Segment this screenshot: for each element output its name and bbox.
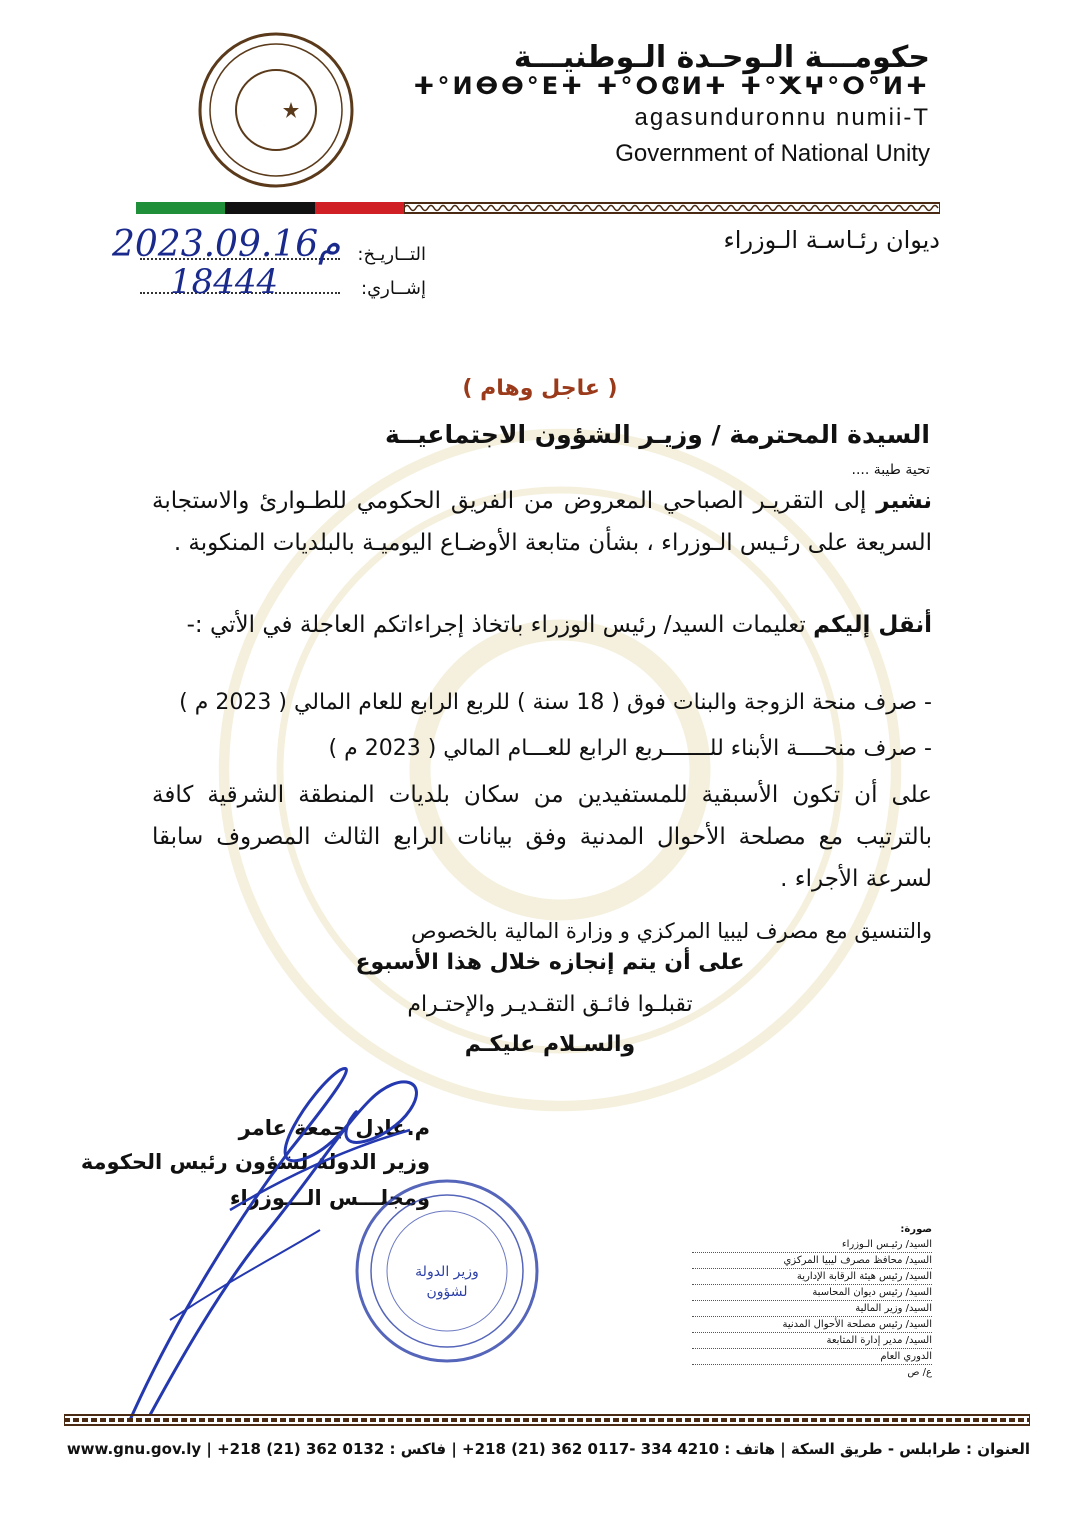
flag-red-segment (315, 202, 404, 214)
cc-item: السيد/ وزير المالية (692, 1301, 932, 1317)
cc-item: الدوري العام (692, 1349, 932, 1365)
paragraph-report-text: إلى التقريـر الصباحي المعروض من الفريق الحكومي للطـوارئ والاستجابة السريعة على رئـيس الـوزراء ، بشأن متابعة الأوضـاع اليوميـة بالبلديات المنكوبة . (152, 488, 932, 556)
cc-list-tail: ع/ ص (907, 1367, 932, 1378)
svg-text:وزير الدولة: وزير الدولة (415, 1264, 479, 1280)
footer-contact: العنوان : طرابلس - طريق السكة | هاتف : 4210 334 -0117 362 (21) 218+ | فاكس : 0132 362 (21) 218+ | www.gnu.gov.ly (66, 1440, 1030, 1458)
cc-item: السيد/ محافظ مصرف ليبيا المركزي (692, 1253, 932, 1269)
org-name-arabic: حكومـــة الـوحـدة الـوطنيـــة (513, 40, 930, 75)
svg-text:لشؤون: لشؤون (426, 1284, 468, 1300)
handwritten-reference: 18444 (170, 262, 279, 302)
closing-salutation: والسـلام عليكـم (464, 1032, 636, 1057)
cc-item: السيد/ رئيس هيئة الرقابة الإدارية (692, 1269, 932, 1285)
handwritten-date: 2023.09.16م (112, 224, 341, 265)
paragraph-instructions (152, 604, 932, 646)
closing-deadline: على أن يتم إنجازه خلال هذا الأسبوع (355, 950, 745, 975)
cc-list-heading: صورة: (900, 1224, 932, 1235)
paragraph-instructions-lead: أنقل إليكم (813, 612, 932, 638)
office-title: ديوان رئـاسـة الـوزراء (723, 226, 940, 254)
flag-black-segment (225, 202, 314, 214)
closing-regards: تقبلـوا فائـق التقـديـر والإحتـرام (407, 992, 693, 1017)
org-name-english: Government of National Unity (615, 140, 930, 167)
cc-list (692, 1222, 932, 1380)
cc-item: السيد/ رئيس مصلحة الأحوال المدنية (692, 1317, 932, 1333)
handwritten-signature (110, 1030, 490, 1430)
paragraph-report (152, 480, 932, 564)
flag-green-segment (136, 202, 225, 214)
reference-label: إشــاري: (361, 278, 426, 299)
urgent-note: ( عاجل وهام ) (462, 376, 618, 401)
org-name-latin: agasunduronnu numii-T (634, 104, 930, 131)
decorative-border-top (404, 202, 940, 214)
paragraph-instructions-text: تعليمات السيد/ رئيس الوزراء باتخاذ إجراءاتكم العاجلة في الأتي :- (186, 612, 806, 638)
government-seal (196, 30, 356, 190)
instruction-item: - صرف منحة الزوجة والبنات فوق ( 18 سنة ) للربع الرابع للعام المالي ( 2023 م ) (179, 690, 932, 715)
cc-item: السيد/ مدير إدارة المتابعة (692, 1333, 932, 1349)
paragraph-report-lead: نشير (876, 488, 933, 514)
paragraph-priority: على أن تكون الأسبقية للمستفيدين من سكان بلديات المنطقة الشرقية كافة بالترتيب مع مصلحة الأحوال المدنية وفق بيانات الرابع الثالث المصروف سابقا لسرعة الأجراء . (152, 782, 932, 892)
decorative-border-bottom (64, 1414, 1030, 1426)
date-label: التــاريـخ: (357, 244, 426, 265)
greeting: تحية طيبة .... (851, 462, 930, 478)
cc-item: السيد/ رئيس ديوان المحاسبة (692, 1285, 932, 1301)
instruction-item: - صرف منحــــة الأبناء للـــــــربع الرابع للعـــام المالي ( 2023 م ) (328, 736, 932, 761)
org-name-tifinagh: ⵜ°ⵍⴱⴱ°ⴹⵜ ⵜ°ⵔⵛⵍⵜ ⵜ°ⵅⵖ°ⵔ°ⵍⵜ (413, 72, 930, 100)
paragraph-coordination: والتنسيق مع مصرف ليبيا المركزي و وزارة المالية بالخصوص (411, 919, 932, 943)
addressee: السيدة المحترمة / وزيـر الشؤون الاجتماعيــة (384, 420, 930, 449)
signatory-title-line2: ومجلـــس الـــوزراء (229, 1186, 430, 1210)
cc-item: السيد/ رئيـس الـوزراء (692, 1237, 932, 1253)
signatory-name: م.عادل جمعة عامر (238, 1116, 430, 1140)
signatory-title: وزير الدولة لشؤون رئيس الحكومة (80, 1150, 430, 1174)
flag-color-bar (136, 202, 404, 214)
